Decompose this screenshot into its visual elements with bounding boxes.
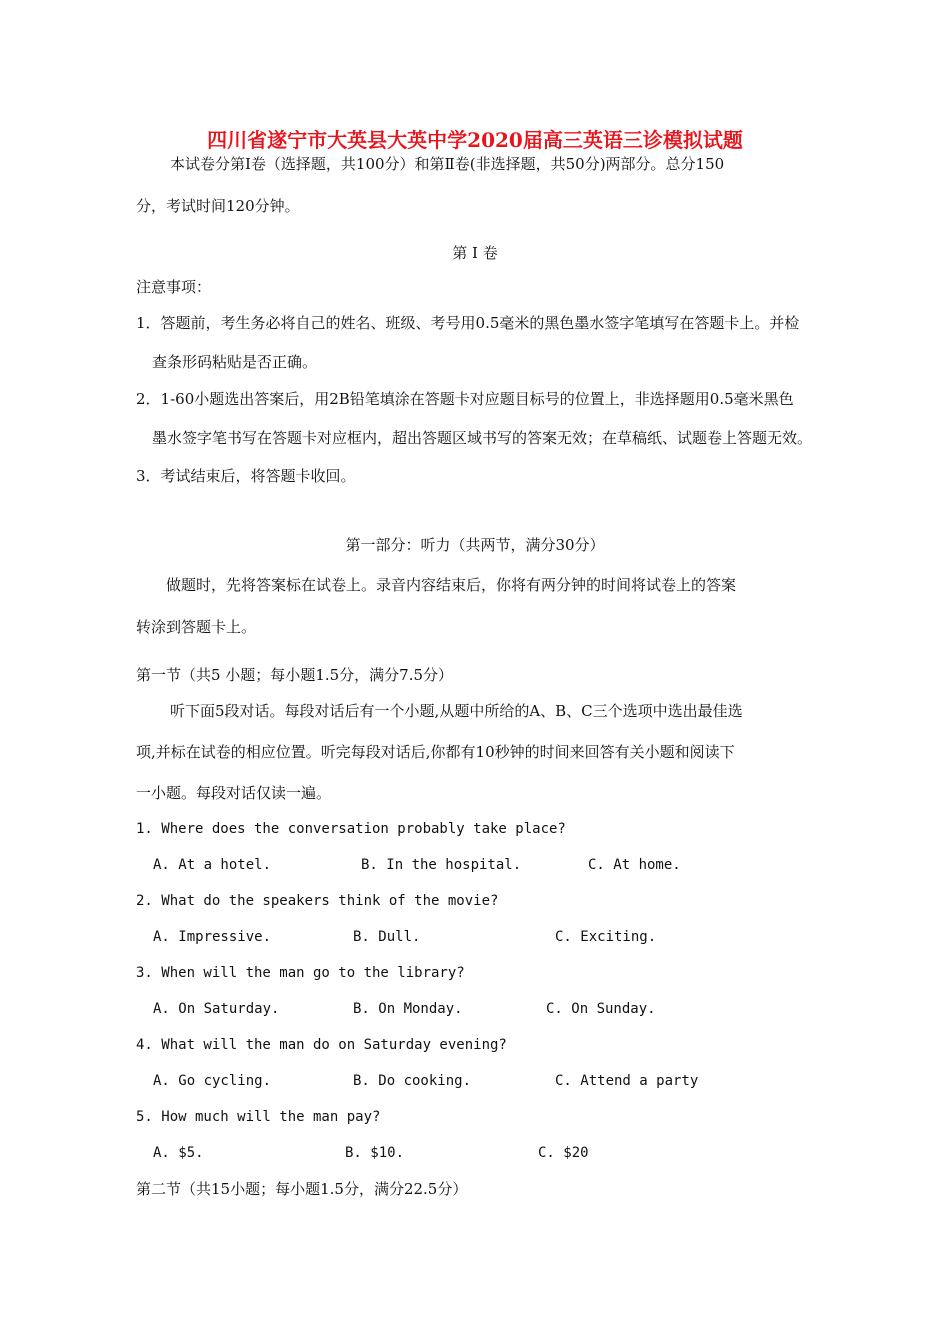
section1-instructions-3: 一小题。每段对话仅读一遍。	[136, 784, 332, 802]
notes-heading: 注意事项：	[136, 278, 212, 296]
question-2-option-b: B. Dull.	[353, 929, 421, 945]
note-1: 1．答题前，考生务必将自己的姓名、班级、考号用0.5毫米的黑色墨水签字笔填写在答题卡上。并检	[136, 314, 800, 332]
question-5-option-b: B. $10.	[345, 1145, 405, 1161]
volume-heading: 第 Ⅰ 卷	[452, 244, 498, 262]
question-3-option-a: A. On Saturday.	[153, 1001, 280, 1017]
question-4-option-a: A. Go cycling.	[153, 1073, 272, 1089]
part1-heading: 第一部分：听力（共两节，满分30分）	[345, 536, 605, 554]
intro-line-2: 分，考试时间120分钟。	[136, 197, 300, 215]
section1-instructions-1: 听下面5段对话。每段对话后有一个小题,从题中所给的A、B、C三个选项中选出最佳选	[170, 702, 743, 720]
section1-instructions-2: 项,并标在试卷的相应位置。听完每段对话后,你都有10秒钟的时间来回答有关小题和阅读下	[136, 743, 735, 761]
part1-instructions-2: 转涂到答题卡上。	[136, 618, 257, 636]
section1-heading: 第一节（共5 小题；每小题1.5分，满分7.5分）	[136, 666, 454, 684]
question-3-option-c: C. On Sunday.	[546, 1001, 656, 1017]
question-1: 1. Where does the conversation probably take place?	[136, 821, 566, 837]
exam-title: 四川省遂宁市大英县大英中学2020届高三英语三诊模拟试题	[207, 128, 743, 152]
question-3-option-b: B. On Monday.	[353, 1001, 463, 1017]
question-2: 2. What do the speakers think of the movie?	[136, 893, 499, 909]
note-2-cont: 墨水签字笔书写在答题卡对应框内，超出答题区域书写的答案无效；在草稿纸、试题卷上答题无效。	[152, 429, 813, 447]
question-4-option-b: B. Do cooking.	[353, 1073, 472, 1089]
question-5-option-a: A. $5.	[153, 1145, 204, 1161]
note-3: 3．考试结束后，将答题卡收回。	[136, 467, 356, 485]
question-4: 4. What will the man do on Saturday evening?	[136, 1037, 507, 1053]
question-2-option-c: C. Exciting.	[555, 929, 657, 945]
question-3: 3. When will the man go to the library?	[136, 965, 465, 981]
question-5-option-c: C. $20	[538, 1145, 589, 1161]
question-1-option-b: B. In the hospital.	[361, 857, 522, 873]
part1-instructions-1: 做题时，先将答案标在试卷上。录音内容结束后，你将有两分钟的时间将试卷上的答案	[166, 576, 737, 594]
question-4-option-c: C. Attend a party	[555, 1073, 699, 1089]
section2-heading: 第二节（共15小题；每小题1.5分，满分22.5分）	[136, 1180, 468, 1198]
question-5: 5. How much will the man pay?	[136, 1109, 381, 1125]
question-1-option-a: A. At a hotel.	[153, 857, 272, 873]
note-1-cont: 查条形码粘贴是否正确。	[152, 353, 318, 371]
note-2: 2．1-60小题选出答案后，用2B铅笔填涂在答题卡对应题目标号的位置上，非选择题用0.5毫米黑色	[136, 390, 794, 408]
question-1-option-c: C. At home.	[588, 857, 681, 873]
intro-line-1: 本试卷分第Ⅰ卷（选择题，共100分）和第Ⅱ卷(非选择题，共50分)两部分。总分150	[170, 155, 725, 173]
question-2-option-a: A. Impressive.	[153, 929, 272, 945]
